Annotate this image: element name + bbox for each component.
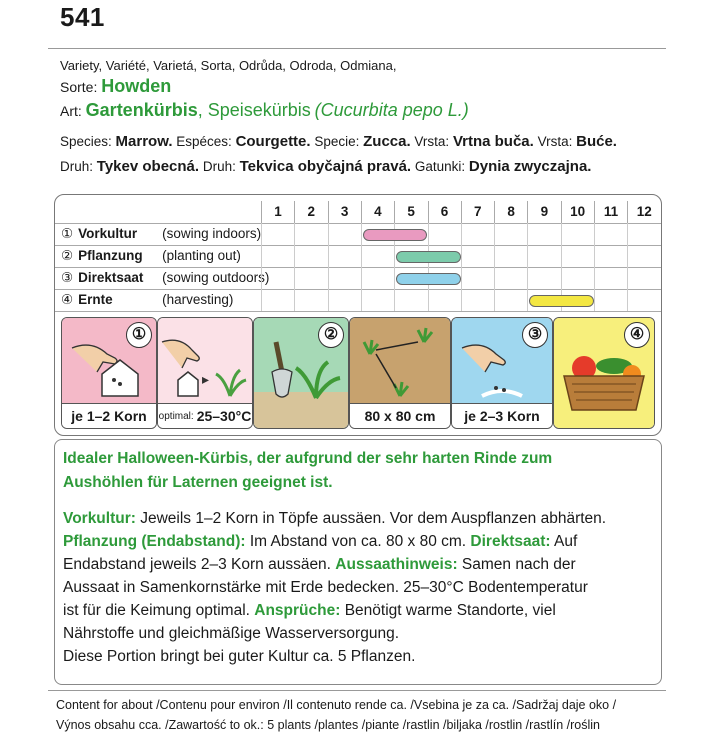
vrsta2-value: Buće. xyxy=(576,133,617,150)
step-name: Direktsaat xyxy=(78,270,144,285)
step-number-badge: ④ xyxy=(624,322,650,348)
species-label: Species: xyxy=(60,134,112,149)
step-number: ④ xyxy=(61,292,74,307)
calendar-row-label xyxy=(61,267,269,289)
keimung-text: ist für die Keimung optimal. xyxy=(63,602,255,619)
specie-value: Zucca. xyxy=(363,133,411,150)
month-header-row xyxy=(55,201,661,224)
period-bar xyxy=(529,295,594,307)
step-number: ① xyxy=(61,226,74,241)
month-cell xyxy=(461,245,494,267)
month-label: 2 xyxy=(294,201,327,223)
direktsaat-label: Direktsaat: xyxy=(470,533,551,550)
month-cell xyxy=(261,289,294,311)
step-number-badge: ② xyxy=(318,322,344,348)
plant-spacing-icon xyxy=(350,318,450,404)
sorte-label: Sorte: xyxy=(60,79,98,95)
month-cell xyxy=(594,289,627,311)
art-line xyxy=(60,100,469,121)
especes-label: Espéces: xyxy=(176,134,232,149)
art-alt: , Speisekürbis xyxy=(197,100,311,120)
month-cell xyxy=(627,245,660,267)
month-cell xyxy=(594,223,627,245)
endabstand-text: Endabstand jeweils 2–3 Korn aussäen. xyxy=(63,556,336,573)
ansprueche-label: Ansprüche: xyxy=(254,602,341,619)
species-value: Marrow. xyxy=(115,133,173,150)
art-name: Gartenkürbis xyxy=(85,100,198,120)
panel-caption: je 2–3 Korn xyxy=(452,403,552,428)
month-cell xyxy=(328,223,361,245)
month-cell xyxy=(527,245,560,267)
month-cell xyxy=(494,245,527,267)
month-cell xyxy=(461,267,494,289)
month-cell xyxy=(261,267,294,289)
month-cell xyxy=(328,245,361,267)
step-number: ② xyxy=(61,248,74,263)
variety-name: Howden xyxy=(101,76,172,96)
sorte-line xyxy=(60,76,171,97)
ansprueche-text: Benötigt warme Standorte, viel xyxy=(340,602,556,619)
panel-planting-out xyxy=(253,317,349,429)
panel-harvest xyxy=(553,317,655,429)
panel-background xyxy=(350,318,450,404)
temp-value: 25–30°C xyxy=(196,408,252,424)
period-bar xyxy=(363,229,428,241)
calendar-row-label xyxy=(61,289,233,311)
month-label: 5 xyxy=(394,201,427,223)
calendar-row xyxy=(55,245,661,268)
gatunki-value: Dynia zwyczajna. xyxy=(468,158,592,175)
vrsta2-label: Vrsta: xyxy=(537,134,573,149)
step-name: Pflanzung xyxy=(78,248,143,263)
month-label: 12 xyxy=(627,201,660,223)
month-label: 3 xyxy=(328,201,361,223)
calendar-row xyxy=(55,223,661,246)
packet-number: 541 xyxy=(60,2,105,32)
svg-text:▸: ▸ xyxy=(202,371,210,387)
month-cell xyxy=(494,223,527,245)
month-cell xyxy=(527,267,560,289)
panel-sowing-indoors xyxy=(61,317,157,429)
vrsta-label: Vrsta: xyxy=(414,134,450,149)
step-english: (sowing outdoors) xyxy=(162,270,270,285)
description-box xyxy=(54,439,662,685)
gatunki-label: Gatunki: xyxy=(414,159,466,174)
month-cell xyxy=(627,267,660,289)
step-english: (sowing indoors) xyxy=(162,226,262,241)
month-label: 7 xyxy=(461,201,494,223)
desc-line-7: Diese Portion bringt bei guter Kultur ca. 5 Pflanzen. xyxy=(63,648,416,665)
footer-line-2: Výnos obsahu cca. /Zawartość to ok.: 5 plants /plantes /piante /rastlin /biljaka /rostlin /rastlín /roślin xyxy=(56,718,601,732)
month-cell xyxy=(627,289,660,311)
druh-line xyxy=(60,158,591,175)
panel-caption: je 1–2 Korn xyxy=(62,403,156,428)
month-label: 9 xyxy=(527,201,560,223)
step-number-badge: ③ xyxy=(522,322,548,348)
divider xyxy=(48,690,666,691)
sowing-calendar xyxy=(54,194,662,436)
desc-line-3 xyxy=(63,554,655,576)
month-cell xyxy=(561,223,594,245)
divider xyxy=(48,48,666,49)
druh2-label: Druh: xyxy=(202,159,236,174)
panel-germination-temp xyxy=(157,317,253,429)
month-cell xyxy=(361,267,394,289)
calendar-row-label xyxy=(61,245,241,267)
month-cell xyxy=(328,267,361,289)
month-cell xyxy=(394,289,427,311)
month-cell xyxy=(294,289,327,311)
step-english: (planting out) xyxy=(162,248,241,263)
month-label: 10 xyxy=(561,201,594,223)
month-cell xyxy=(261,223,294,245)
month-label: 1 xyxy=(261,201,294,223)
month-cell xyxy=(328,289,361,311)
calendar-row-label xyxy=(61,223,261,245)
pflanzung-label: Pflanzung (Endabstand): xyxy=(63,533,246,550)
step-name: Vorkultur xyxy=(78,226,138,241)
aussaathinweis-label: Aussaathinweis: xyxy=(335,556,458,573)
vorkultur-label: Vorkultur: xyxy=(63,510,136,527)
calendar-row xyxy=(55,267,661,290)
direktsaat-text: Auf xyxy=(550,533,578,550)
month-cell xyxy=(494,289,527,311)
month-cell xyxy=(561,267,594,289)
footer-line-1: Content for about /Contenu pour environ /Il contenuto rende ca. /Vsebina je za ca. /Sadržaj daje oko / xyxy=(56,698,617,712)
specie-label: Specie: xyxy=(314,134,360,149)
month-cell xyxy=(294,267,327,289)
month-cell xyxy=(627,223,660,245)
period-bar xyxy=(396,273,461,285)
desc-line-1 xyxy=(63,508,655,530)
month-cell xyxy=(294,223,327,245)
vrsta-value: Vrtna buča. xyxy=(452,133,534,150)
month-cell xyxy=(594,245,627,267)
species-line xyxy=(60,133,617,150)
variety-line: Variety, Variété, Varietá, Sorta, Odrůda, Odroda, Odmiana, xyxy=(60,58,397,73)
month-cell xyxy=(461,223,494,245)
panel-caption: 80 x 80 cm xyxy=(350,403,450,428)
panel-caption xyxy=(158,403,252,428)
month-cell xyxy=(561,245,594,267)
month-cell xyxy=(361,289,394,311)
desc-line-2 xyxy=(63,531,655,553)
druh2-value: Tekvica obyčajná pravá. xyxy=(239,158,412,175)
panel-background xyxy=(158,318,252,404)
month-cell xyxy=(428,289,461,311)
desc-line-6: Nährstoffe und gleichmäßige Wasserversorgung. xyxy=(63,625,399,642)
pflanzung-text: Im Abstand von ca. 80 x 80 cm. xyxy=(245,533,471,550)
druh-value: Tykev obecná. xyxy=(96,158,200,175)
month-cell xyxy=(361,245,394,267)
art-latin: (Cucurbita pepo L.) xyxy=(314,100,469,120)
month-label: 6 xyxy=(428,201,461,223)
step-number: ③ xyxy=(61,270,74,285)
especes-value: Courgette. xyxy=(235,133,311,150)
month-label: 11 xyxy=(594,201,627,223)
month-label: 4 xyxy=(361,201,394,223)
step-number-badge: ① xyxy=(126,322,152,348)
month-cell xyxy=(461,289,494,311)
headline-line-2: Aushöhlen für Laternen geeignet ist. xyxy=(63,474,333,491)
desc-line-4: Aussaat in Samenkornstärke mit Erde bedecken. 25–30°C Bodentemperatur xyxy=(63,579,588,596)
step-name: Ernte xyxy=(78,292,113,307)
optimal-label: optimal: xyxy=(158,410,194,422)
headline-line-1: Idealer Halloween-Kürbis, der aufgrund der sehr harten Rinde zum xyxy=(63,450,553,467)
desc-line-5 xyxy=(63,600,655,622)
hand-sowing-seedling-icon xyxy=(158,318,252,404)
vorkultur-text: Jeweils 1–2 Korn in Töpfe aussäen. Vor dem Auspflanzen abhärten. xyxy=(135,510,607,527)
art-label: Art: xyxy=(60,103,82,119)
panel-sowing-outdoors xyxy=(451,317,553,429)
month-cell xyxy=(527,223,560,245)
aussaathinweis-text: Samen nach der xyxy=(457,556,576,573)
calendar-row xyxy=(55,289,661,312)
month-cell xyxy=(594,267,627,289)
step-english: (harvesting) xyxy=(162,292,234,307)
month-cell xyxy=(294,245,327,267)
period-bar xyxy=(396,251,461,263)
month-cell xyxy=(428,223,461,245)
panel-spacing xyxy=(349,317,451,429)
month-label: 8 xyxy=(494,201,527,223)
month-cell xyxy=(261,245,294,267)
month-cell xyxy=(494,267,527,289)
druh-label: Druh: xyxy=(60,159,94,174)
